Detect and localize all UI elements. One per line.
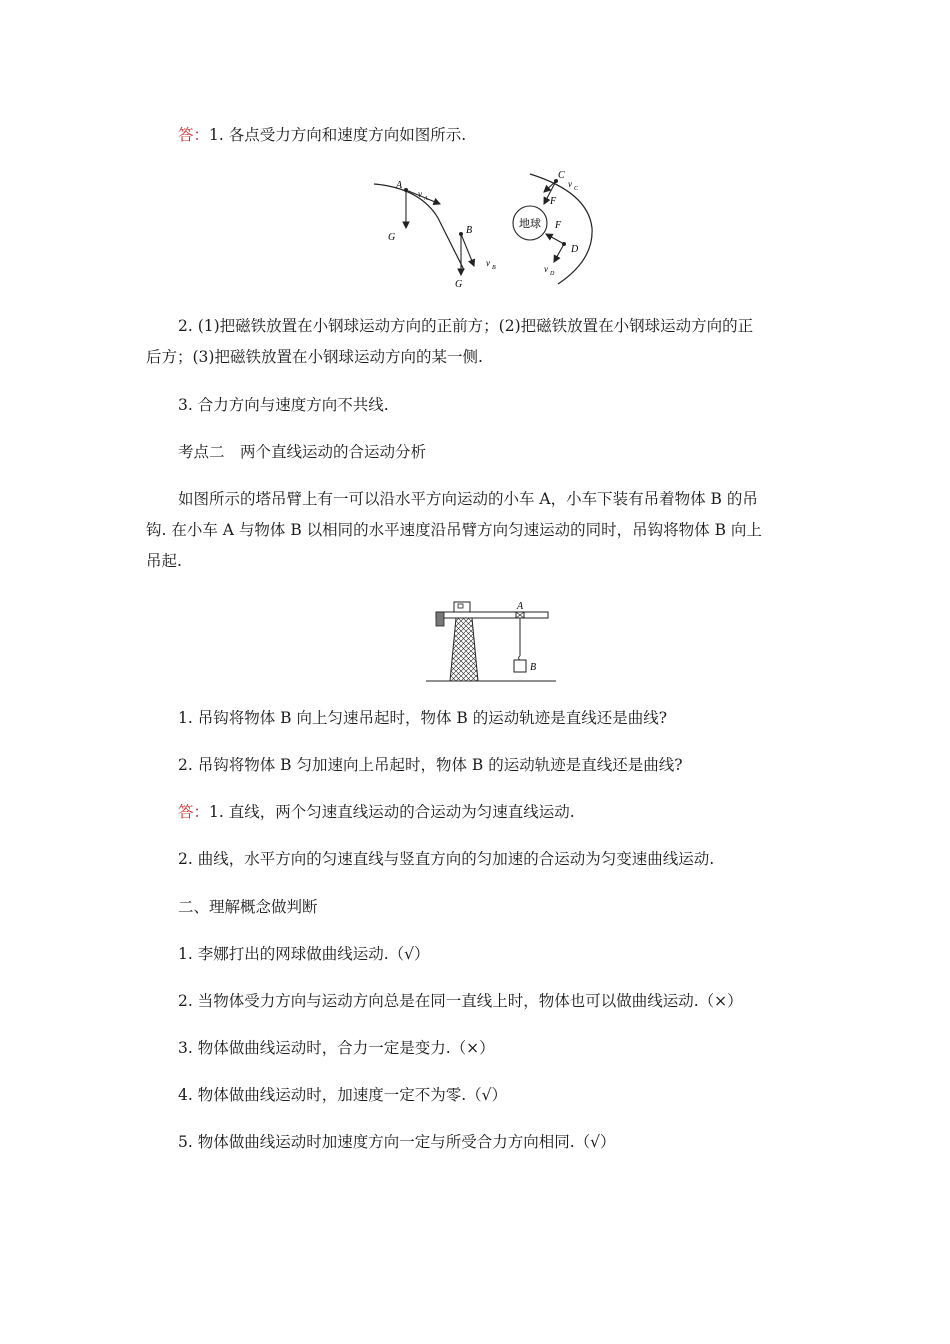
velocity-d-arrow [554, 244, 564, 262]
force-velocity-figure [360, 170, 600, 292]
tower-crane-figure [426, 596, 556, 684]
velocity-a-arrow [406, 190, 440, 204]
hook [519, 656, 521, 660]
crane-tower [450, 618, 478, 681]
answer-q2: 2. 曲线，水平方向的匀速直线与竖直方向的匀加速的合运动为匀变速曲线运动. [178, 850, 715, 868]
label-d: D [571, 244, 579, 255]
label-a: A [396, 180, 403, 191]
answer-label-2: 答： [178, 803, 210, 821]
answer-2-line-1: 2. (1)把磁铁放置在小钢球运动方向的正前方；(2)把磁铁放置在小钢球运动方向的正 [178, 317, 754, 335]
label-vd: v [544, 264, 548, 274]
velocity-b-arrow [461, 234, 474, 266]
cab-window [458, 604, 463, 608]
intro-line-1: 如图所示的塔吊臂上有一可以沿水平方向运动的小车 A，小车下装有吊着物体 B 的吊 [178, 490, 758, 508]
crane-boom [436, 612, 548, 618]
judgement-5: 5. 物体做曲线运动时加速度方向一定与所受合力方向相同.（√） [178, 1133, 616, 1151]
answer-text: 1. 各点受力方向和速度方向如图所示. [209, 126, 467, 144]
label-object-b: B [530, 662, 537, 673]
section-title-3: 二、理解概念做判断 [178, 898, 318, 916]
force-d-arrow [546, 234, 564, 244]
label-vc: v [568, 179, 572, 189]
label-vd-sub: D [550, 271, 555, 277]
label-va-sub: A [424, 196, 428, 202]
counterweight [436, 612, 444, 626]
answer-label: 答： [178, 126, 210, 144]
judgement-2: 2. 当物体受力方向与运动方向总是在同一直线上时，物体也可以做曲线运动.（×） [178, 992, 743, 1010]
answer-3: 3. 合力方向与速度方向不共线. [178, 396, 389, 414]
question-2: 2. 吊钩将物体 B 匀加速向上吊起时，物体 B 的运动轨迹是直线还是曲线? [178, 756, 683, 774]
judgement-1: 1. 李娜打出的网球做曲线运动.（√） [178, 945, 430, 963]
question-1: 1. 吊钩将物体 B 向上匀速吊起时，物体 B 的运动轨迹是直线还是曲线? [178, 709, 668, 727]
answer-line-1 [178, 124, 466, 146]
label-g1: G [388, 232, 396, 243]
label-va: v [418, 189, 422, 199]
earth-label: 地球 [519, 218, 541, 230]
label-c: C [558, 170, 565, 181]
label-f1: F [550, 196, 557, 207]
intro-line-2: 钩. 在小车 A 与物体 B 以相同的水平速度沿吊臂方向匀速运动的同时，吊钩将物体 B 向上 [146, 521, 762, 539]
label-vc-sub: C [574, 186, 579, 192]
label-f2: F [555, 220, 562, 231]
judgement-3: 3. 物体做曲线运动时，合力一定是变力.（×） [178, 1039, 495, 1057]
answer-2-line-2: 后方；(3)把磁铁放置在小钢球运动方向的某一侧. [146, 348, 483, 366]
answer-q1-text: 1. 直线，两个匀速直线运动的合运动为匀速直线运动. [209, 803, 575, 821]
label-b: B [466, 225, 473, 236]
judgement-4: 4. 物体做曲线运动时，加速度一定不为零.（√） [178, 1086, 508, 1104]
label-vb: v [486, 258, 490, 268]
intro-line-3: 吊起. [146, 552, 182, 570]
label-g2: G [455, 279, 463, 290]
label-trolley-a: A [517, 601, 524, 612]
section-title-2: 考点二 两个直线运动的合运动分析 [178, 443, 427, 461]
velocity-c-arrow [544, 181, 556, 192]
label-vb-sub: B [492, 265, 496, 271]
object-b [514, 660, 526, 672]
answer-q1 [178, 801, 575, 823]
